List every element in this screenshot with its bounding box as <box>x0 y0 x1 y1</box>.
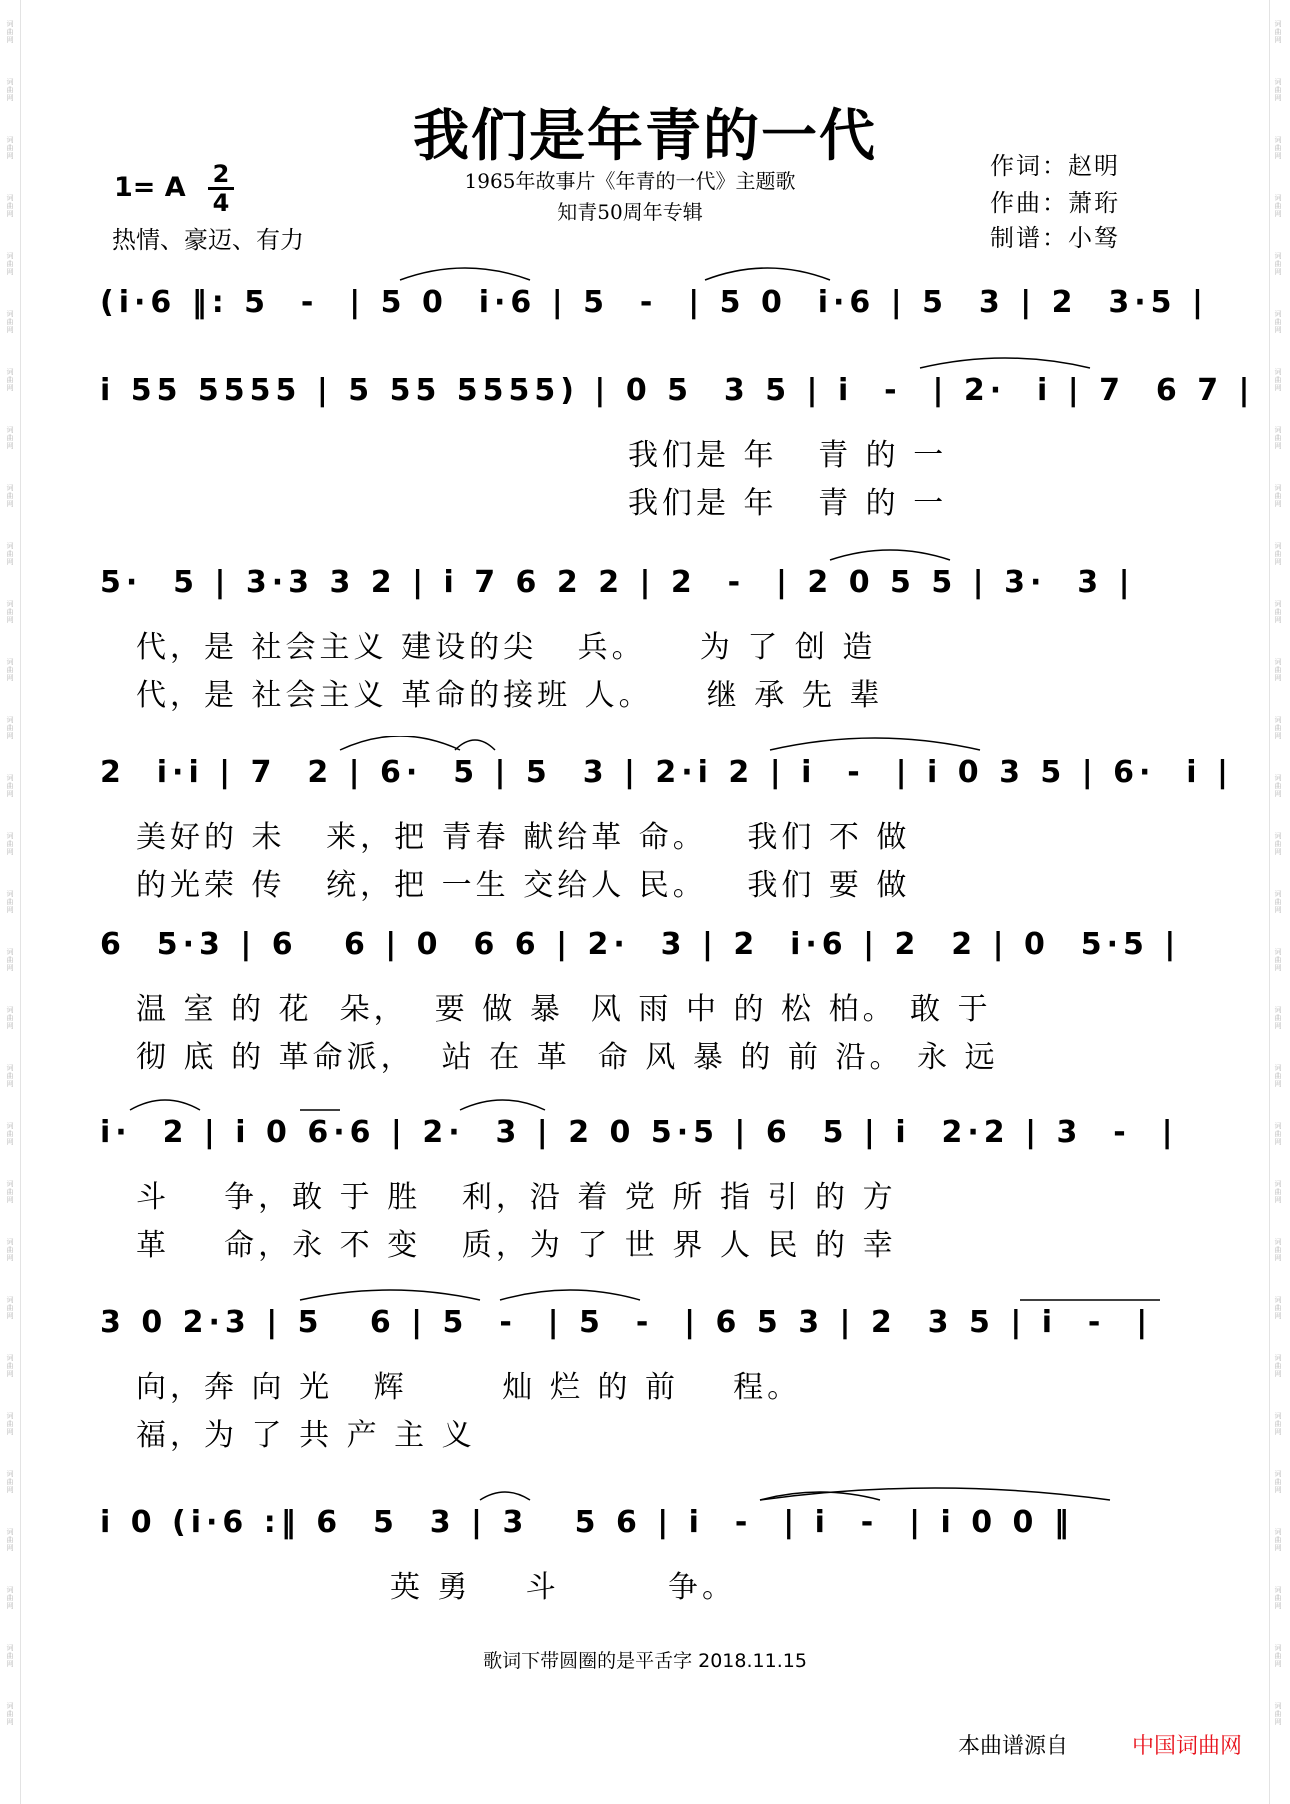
watermark-mark: 词 曲 网 <box>6 948 14 972</box>
slur-arc <box>100 354 1160 396</box>
watermark-mark: 词 曲 网 <box>6 542 14 566</box>
watermark-mark: 词 曲 网 <box>6 426 14 450</box>
watermark-mark: 词 曲 网 <box>6 1006 14 1030</box>
slur-path <box>830 550 950 560</box>
time-signature-bottom: 4 <box>212 189 230 217</box>
watermark-mark: 词 曲 网 <box>1274 658 1282 682</box>
watermark-mark: 词 曲 网 <box>1274 1702 1282 1726</box>
watermark-mark: 词 曲 网 <box>1274 1064 1282 1088</box>
watermark-mark: 词 曲 网 <box>6 368 14 392</box>
lyric-line: 我们是 年 青 的 一 <box>628 438 948 473</box>
slur-path <box>455 740 495 750</box>
source-brand[interactable]: 中国词曲网 <box>1132 1734 1243 1759</box>
watermark-mark: 词 曲 网 <box>1274 1470 1282 1494</box>
lyric-line: 福，为 了 共 产 主 义 <box>136 1418 476 1453</box>
watermark-mark: 词 曲 网 <box>1274 1122 1282 1146</box>
watermark-mark: 词 曲 网 <box>6 252 14 276</box>
slur-path <box>920 358 1090 368</box>
watermark-mark: 词 曲 网 <box>1274 1644 1282 1668</box>
watermark-mark: 词 曲 网 <box>6 1122 14 1146</box>
watermark-mark: 词 曲 网 <box>6 1296 14 1320</box>
watermark-mark: 词 曲 网 <box>1274 194 1282 218</box>
watermark-mark: 词 曲 网 <box>1274 832 1282 856</box>
lyric-line: 我们是 年 青 的 一 <box>628 486 948 521</box>
watermark-mark: 词 曲 网 <box>6 136 14 160</box>
watermark-mark: 词 曲 网 <box>6 1470 14 1494</box>
watermark-mark: 词 曲 网 <box>1274 426 1282 450</box>
watermark-mark: 词 曲 网 <box>6 310 14 334</box>
staff-row <box>100 282 1208 362</box>
watermark-mark: 词 曲 网 <box>6 1586 14 1610</box>
lyric-line: 温 室 的 花 朵， 要 做 暴 风 雨 中 的 松 柏。 敢 于 <box>136 992 992 1027</box>
notation-line: 3 0 2·3 | 5 6 | 5 - | 5 - | 6 5 3 | 2 3 5 | i - | <box>100 1305 1153 1340</box>
composer-credit: 作曲：萧珩 <box>990 189 1120 217</box>
slur-path <box>460 1100 545 1110</box>
subtitle-line: 1965年故事片《年青的一代》主题歌 <box>464 169 796 193</box>
lyric-line: 斗 争，敢 于 胜 利，沿 着 党 所 指 引 的 方 <box>136 1180 897 1215</box>
left-watermark-strip <box>0 0 22 1804</box>
watermark-mark: 词 曲 网 <box>1274 310 1282 334</box>
slur-arc <box>100 546 1160 588</box>
watermark-mark: 词 曲 网 <box>6 774 14 798</box>
notation-line: i 55 5555 | 5 55 5555) | 0 5 3 5 | i - | 2· i | 7 6 7 | <box>100 373 1255 408</box>
watermark-mark: 词 曲 网 <box>1274 1180 1282 1204</box>
left-margin-line <box>20 0 21 1804</box>
watermark-mark: 词 曲 网 <box>1274 1006 1282 1030</box>
notation-line: 2 i·i | 7 2 | 6· 5 | 5 3 | 2·i 2 | i - | i 0 3 5 | 6· i | <box>100 755 1233 790</box>
slur-arc <box>100 1486 1160 1528</box>
slur-path <box>705 268 830 280</box>
watermark-mark: 词 曲 网 <box>6 1528 14 1552</box>
notation-credit: 制谱：小驽 <box>990 224 1120 252</box>
slur-arc <box>100 1096 1160 1138</box>
source-label: 本曲谱源自 <box>958 1734 1069 1759</box>
key-signature: 1= A <box>114 172 186 203</box>
watermark-mark: 词 曲 网 <box>6 484 14 508</box>
watermark-mark: 词 曲 网 <box>1274 78 1282 102</box>
watermark-mark: 词 曲 网 <box>6 658 14 682</box>
watermark-mark: 词 曲 网 <box>6 78 14 102</box>
song-title: 我们是年青的一代 <box>413 104 877 169</box>
watermark-mark: 词 曲 网 <box>6 890 14 914</box>
watermark-mark: 词 曲 网 <box>1274 774 1282 798</box>
lyric-line: 彻 底 的 革命派， 站 在 革 命 风 暴 的 前 沿。 永 远 <box>136 1040 999 1075</box>
watermark-mark: 词 曲 网 <box>6 832 14 856</box>
lyric-line: 向，奔 向 光 辉 灿 烂 的 前 程。 <box>136 1370 802 1405</box>
watermark-mark: 词 曲 网 <box>6 194 14 218</box>
subtitle-line: 知青50周年专辑 <box>557 200 703 224</box>
watermark-mark: 词 曲 网 <box>1274 948 1282 972</box>
time-signature-top: 2 <box>212 160 230 188</box>
right-watermark-strip <box>1268 0 1290 1804</box>
watermark-mark: 词 曲 网 <box>6 1354 14 1378</box>
watermark-mark: 词 曲 网 <box>1274 716 1282 740</box>
lyric-line: 革 命，永 不 变 质，为 了 世 界 人 民 的 幸 <box>136 1228 897 1263</box>
time-signature <box>208 162 234 215</box>
watermark-mark: 词 曲 网 <box>1274 1412 1282 1436</box>
slur-arc <box>100 736 1160 778</box>
watermark-mark: 词 曲 网 <box>1274 600 1282 624</box>
watermark-mark: 词 曲 网 <box>1274 542 1282 566</box>
watermark-mark: 词 曲 网 <box>1274 890 1282 914</box>
watermark-mark: 词 曲 网 <box>1274 368 1282 392</box>
watermark-mark: 词 曲 网 <box>6 716 14 740</box>
notation-line: i 0 (i·6 :‖ 6 5 3 | 3 5 6 | i - | i - | i 0 0 ‖ <box>100 1505 1074 1540</box>
lyricist-credit: 作词：赵明 <box>990 152 1120 180</box>
watermark-mark: 词 曲 网 <box>6 1412 14 1436</box>
watermark-mark: 词 曲 网 <box>1274 20 1282 44</box>
footnote: 歌词下带圆圈的是平舌字 2018.11.15 <box>483 1650 807 1672</box>
watermark-mark: 词 曲 网 <box>6 1644 14 1668</box>
watermark-mark: 词 曲 网 <box>6 1702 14 1726</box>
lyric-line: 代，是 社会主义 建设的尖 兵。 为 了 创 造 <box>136 630 877 665</box>
watermark-mark: 词 曲 网 <box>6 600 14 624</box>
watermark-mark: 词 曲 网 <box>1274 1238 1282 1262</box>
lyric-line: 美好的 未 来，把 青春 献给革 命。 我们 不 做 <box>136 820 911 855</box>
notation-line: 6 5·3 | 6 6 | 0 6 6 | 2· 3 | 2 i·6 | 2 2 | 0 5·5 | <box>100 927 1181 962</box>
notation-line: i· 2 | i 0 6·6 | 2· 3 | 2 0 5·5 | 6 5 | i 2·2 | 3 - | <box>100 1115 1178 1150</box>
slur-path <box>760 1488 1110 1500</box>
lyric-line: 的光荣 传 统，把 一生 交给人 民。 我们 要 做 <box>136 868 911 903</box>
lyric-line: 英 勇 斗 争。 <box>390 1570 736 1605</box>
watermark-mark: 词 曲 网 <box>1274 1354 1282 1378</box>
slur-arc <box>100 1286 1160 1328</box>
watermark-mark: 词 曲 网 <box>1274 484 1282 508</box>
watermark-mark: 词 曲 网 <box>1274 1528 1282 1552</box>
watermark-mark: 词 曲 网 <box>1274 136 1282 160</box>
watermark-mark: 词 曲 网 <box>6 1064 14 1088</box>
watermark-mark: 词 曲 网 <box>1274 1586 1282 1610</box>
notation-line: (i·6 ‖: 5 - | 5 0 i·6 | 5 - | 5 0 i·6 | 5 3 | 2 3·5 | <box>100 285 1208 320</box>
watermark-mark: 词 曲 网 <box>1274 1296 1282 1320</box>
slur-arc <box>100 266 1160 308</box>
right-margin-line <box>1269 0 1270 1804</box>
watermark-mark: 词 曲 网 <box>1274 252 1282 276</box>
watermark-mark: 词 曲 网 <box>6 1238 14 1262</box>
lyric-line: 代，是 社会主义 革命的接班 人。 继 承 先 辈 <box>136 678 884 713</box>
tempo-marking: 热情、豪迈、有力 <box>112 226 304 254</box>
notation-line: 5· 5 | 3·3 3 2 | i 7 6 2 2 | 2 - | 2 0 5 5 | 3· 3 | <box>100 565 1135 600</box>
watermark-mark: 词 曲 网 <box>6 20 14 44</box>
watermark-mark: 词 曲 网 <box>6 1180 14 1204</box>
